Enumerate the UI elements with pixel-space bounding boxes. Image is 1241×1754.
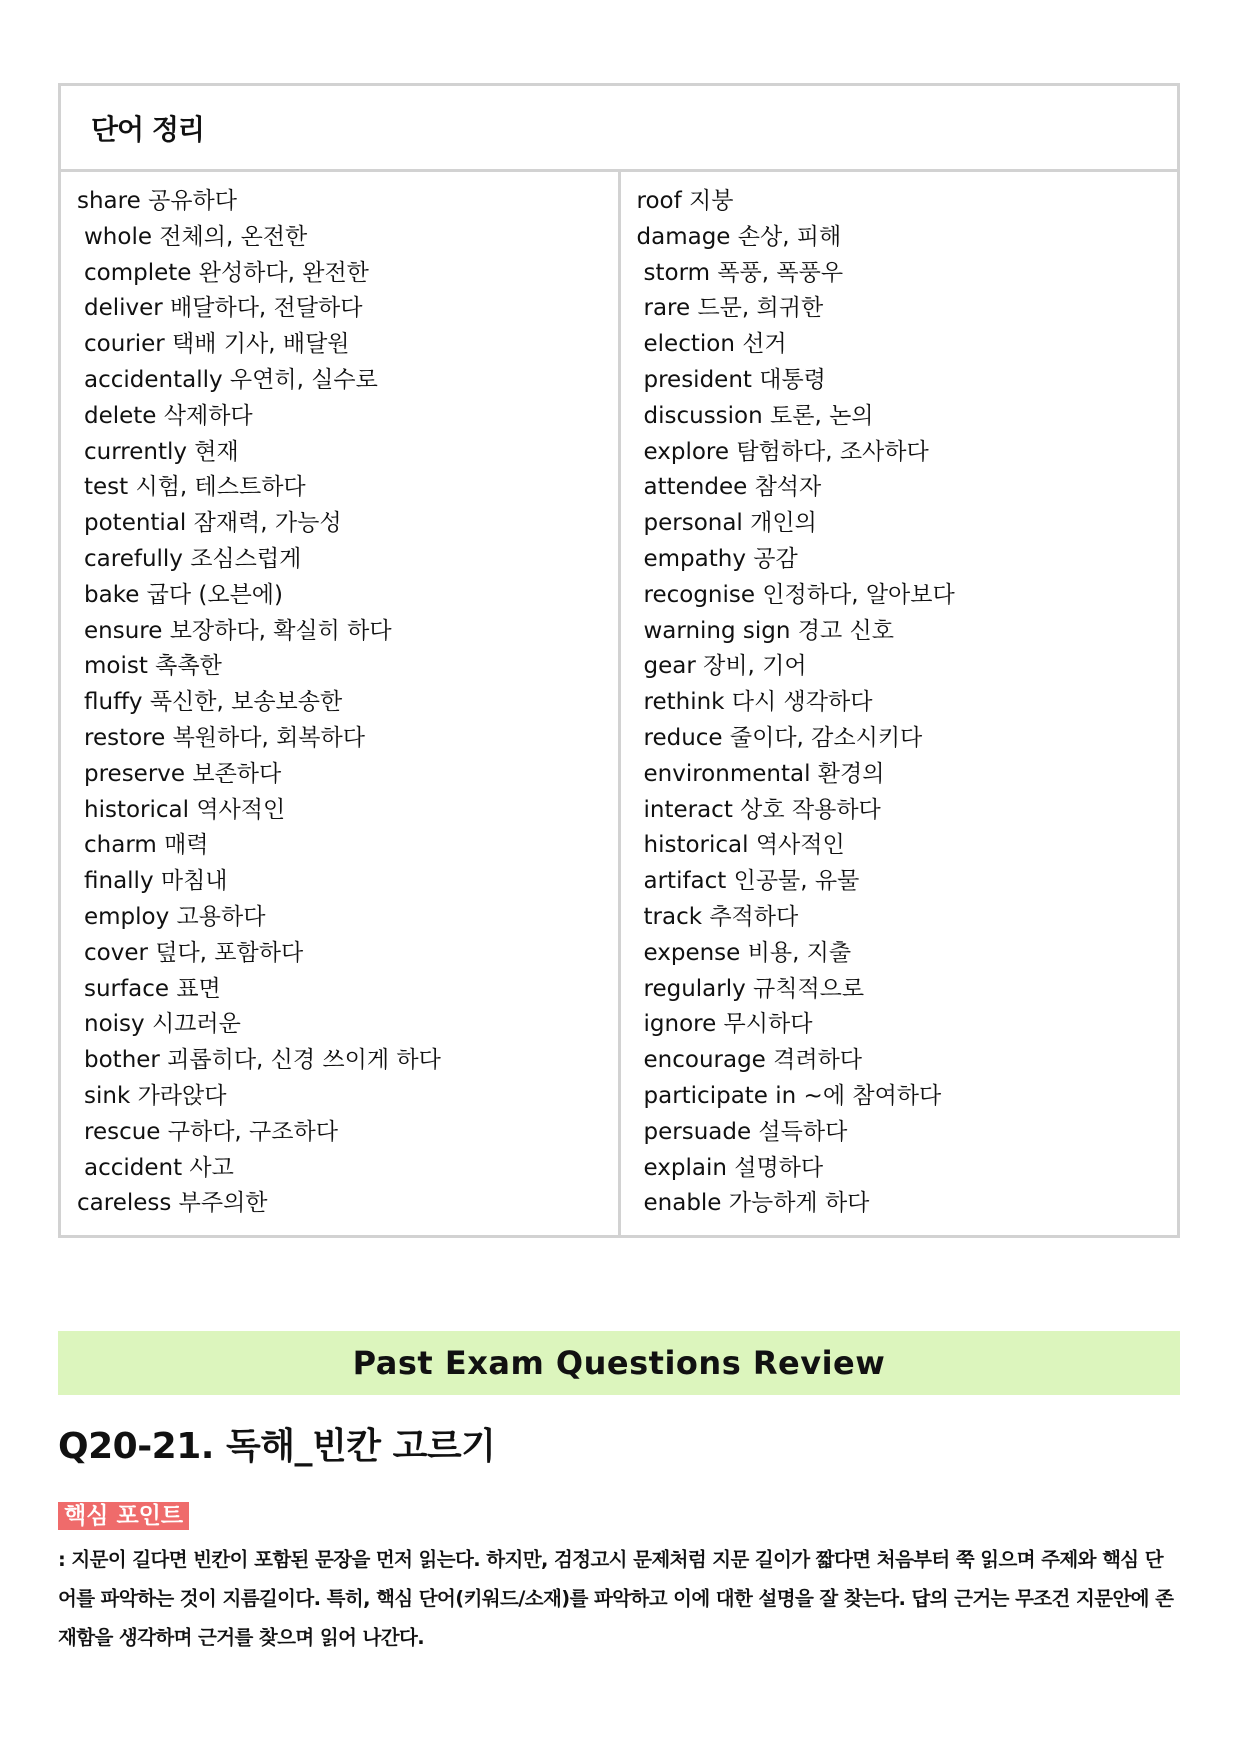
vocab-item: complete 완성하다, 완전한: [84, 259, 369, 286]
vocab-item: regularly 규칙적으로: [643, 975, 865, 1002]
vocab-item: president 대통령: [643, 366, 826, 393]
vocab-item: enable 가능하게 하다: [643, 1190, 870, 1217]
vocab-item: noisy 시끄러운: [84, 1011, 241, 1038]
vocab-item: bother 괴롭히다, 신경 쓰이게 하다: [84, 1047, 441, 1074]
vocab-item: recognise 인정하다, 알아보다: [643, 581, 955, 608]
vocab-column-left: [61, 172, 621, 1235]
vocab-item: courier 택배 기사, 배달원: [84, 331, 350, 358]
question-title: Q20-21. 독해_빈칸 고르기: [58, 1426, 496, 1467]
vocab-item: explain 설명하다: [643, 1154, 824, 1181]
vocab-item: carefully 조심스럽게: [84, 545, 302, 572]
vocab-item: election 선거: [643, 331, 787, 358]
vocab-item: deliver 배달하다, 전달하다: [84, 295, 363, 322]
vocab-item: moist 촉촉한: [84, 653, 222, 680]
vocab-item: participate in ~에 참여하다: [643, 1082, 942, 1109]
vocab-item: potential 잠재력, 가능성: [84, 510, 342, 537]
vocab-item: bake 굽다 (오븐에): [84, 581, 284, 608]
vocab-item: careless 부주의한: [77, 1190, 268, 1217]
key-point-label: 핵심 포인트: [58, 1502, 189, 1530]
vocab-item: share 공유하다: [77, 188, 237, 214]
vocab-item: rethink 다시 생각하다: [643, 689, 873, 716]
vocab-item: environmental 환경의: [643, 760, 885, 787]
vocab-list-left: [77, 184, 618, 1222]
vocab-item: ignore 무시하다: [643, 1011, 813, 1038]
vocab-item: warning sign 경고 신호: [643, 617, 894, 644]
vocab-item: finally 마침내: [84, 868, 228, 895]
vocab-item: preserve 보존하다: [84, 760, 282, 787]
vocab-body: [61, 172, 1177, 1235]
vocab-item: rescue 구하다, 구조하다: [84, 1118, 338, 1145]
vocab-item: damage 손상, 피해: [636, 223, 842, 250]
vocab-header: [61, 86, 1177, 172]
vocab-item: roof 지붕: [636, 188, 734, 214]
vocab-item: persuade 설득하다: [643, 1118, 848, 1145]
vocab-item: accident 사고: [84, 1154, 234, 1181]
vocab-item: expense 비용, 지출: [643, 939, 852, 966]
vocab-table: [58, 83, 1180, 1238]
vocab-item: ensure 보장하다, 확실히 하다: [84, 617, 392, 644]
vocab-item: historical 역사적인: [84, 796, 286, 823]
vocab-column-right: [621, 172, 1178, 1235]
vocab-item: fluffy 푹신한, 보송보송한: [84, 689, 343, 716]
vocab-item: test 시험, 테스트하다: [84, 474, 306, 501]
section-banner: [58, 1331, 1180, 1395]
vocab-item: personal 개인의: [643, 510, 817, 537]
vocab-item: discussion 토론, 논의: [643, 402, 874, 429]
key-point-text: : 지문이 길다면 빈칸이 포함된 문장을 먼저 읽는다. 하지만, 검정고시 문제처럼 지문 길이가 짧다면 처음부터 쭉 읽으며 주제와 핵심 단어를 파악하는 것이 지름길이다. 특히, 핵심 단어(키워드/소재)를 파악하고 이에 대한 설명을 잘 찾는다. 답의 근거는 무조건 지문안에 존재함을 생각하며 근거를 찾으며 읽어 나간다.: [58, 1548, 1174, 1649]
vocab-item: interact 상호 작용하다: [643, 796, 881, 823]
vocab-item: whole 전체의, 온전한: [84, 223, 308, 250]
vocab-item: reduce 줄이다, 감소시키다: [643, 724, 923, 751]
vocab-item: delete 삭제하다: [84, 402, 253, 429]
vocab-item: historical 역사적인: [643, 832, 845, 859]
vocab-item: empathy 공감: [643, 545, 798, 572]
vocab-item: encourage 격려하다: [643, 1047, 863, 1074]
vocab-item: currently 현재: [84, 438, 239, 465]
vocab-title: 단어 정리: [91, 112, 204, 146]
vocab-list-right: [637, 184, 1178, 1222]
vocab-item: restore 복원하다, 회복하다: [84, 724, 365, 751]
vocab-item: sink 가라앉다: [84, 1082, 227, 1109]
vocab-item: storm 폭풍, 폭풍우: [643, 259, 844, 286]
vocab-item: surface 표면: [84, 975, 221, 1002]
vocab-item: cover 덮다, 포함하다: [84, 939, 304, 966]
vocab-item: explore 탐험하다, 조사하다: [643, 438, 929, 465]
vocab-item: charm 매력: [84, 832, 209, 859]
vocab-item: employ 고용하다: [84, 903, 266, 930]
vocab-item: gear 장비, 기어: [643, 653, 807, 680]
vocab-item: artifact 인공물, 유물: [643, 868, 860, 895]
vocab-item: attendee 참석자: [643, 474, 822, 501]
banner-title: Past Exam Questions Review: [352, 1344, 886, 1382]
vocab-item: rare 드문, 희귀한: [643, 295, 824, 322]
vocab-item: track 추적하다: [643, 903, 799, 930]
vocab-item: accidentally 우연히, 실수로: [84, 366, 378, 393]
